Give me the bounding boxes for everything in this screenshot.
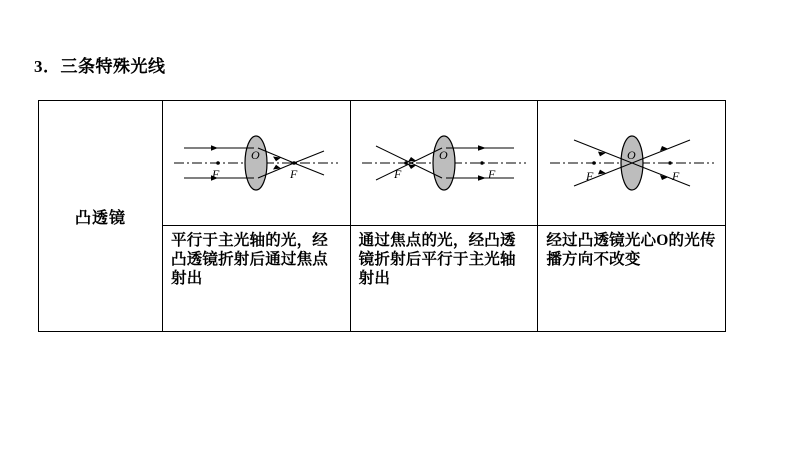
parallel-ray-through-focus-diagram: [166, 118, 346, 208]
svg-text:O: O: [626, 148, 636, 162]
description-text-3: 经过凸透镜光心O的光传播方向不改变: [546, 232, 716, 268]
description-text-2: 通过焦点的光，经凸透镜折射后平行于主光轴射出: [358, 232, 516, 287]
description-cell-3: [538, 226, 725, 331]
table-column-3: [538, 101, 725, 331]
figure-cell-2: [351, 101, 538, 226]
figure-cell-3: [538, 101, 725, 226]
description-cell-1: [163, 226, 350, 331]
ray-through-optical-center-diagram: [542, 118, 722, 208]
ray-through-focus-becomes-parallel-diagram: [354, 118, 534, 208]
svg-text:F: F: [394, 167, 402, 181]
svg-text:F: F: [488, 167, 496, 181]
svg-text:O: O: [439, 148, 448, 162]
description-text-1: 平行于主光轴的光，经凸透镜折射后通过焦点射出: [171, 232, 329, 287]
svg-text:F: F: [290, 167, 298, 181]
svg-text:F: F: [585, 169, 594, 183]
svg-text:O: O: [251, 148, 260, 162]
row-label-convex-lens: 凸透镜: [74, 209, 126, 227]
page-title: 3．三条特殊光线: [34, 57, 166, 76]
special-rays-table: [38, 100, 726, 332]
table-column-2: [351, 101, 539, 331]
svg-text:F: F: [671, 169, 680, 183]
svg-text:F: F: [212, 167, 220, 181]
table-column-1: [163, 101, 351, 331]
description-cell-2: [351, 226, 538, 331]
table-row-label-cell: [39, 101, 163, 331]
figure-cell-1: [163, 101, 350, 226]
